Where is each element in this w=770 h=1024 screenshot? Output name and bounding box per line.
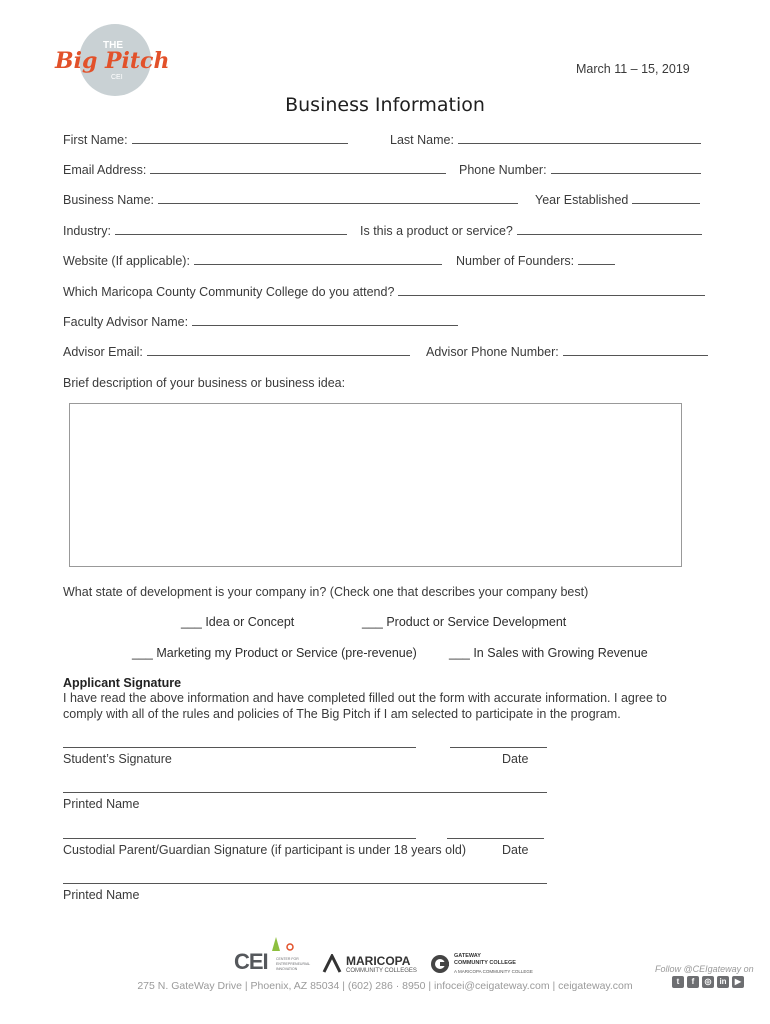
twitter-icon[interactable]: t <box>672 976 684 988</box>
founders-label: Number of Founders: <box>456 254 575 268</box>
student-date-label: Date <box>502 752 529 766</box>
row-name <box>63 133 348 147</box>
row-last-name <box>390 133 701 147</box>
business-name-field[interactable] <box>158 202 518 204</box>
advisor-phone-label: Advisor Phone Number: <box>426 345 559 359</box>
option-product-development[interactable]: ___ Product or Service Development <box>362 615 567 629</box>
college-label: Which Maricopa County Community College do you attend? <box>63 285 395 299</box>
advisor-phone-field[interactable] <box>563 354 708 356</box>
description-textarea[interactable] <box>69 403 682 567</box>
student-date-line[interactable] <box>450 747 547 748</box>
development-question: What state of development is your company in? (Check one that describes your company best) <box>63 585 589 599</box>
linkedin-icon[interactable]: in <box>717 976 729 988</box>
guardian-signature-line[interactable] <box>63 838 416 839</box>
email-field[interactable] <box>150 172 446 174</box>
website-label: Website (If applicable): <box>63 254 190 268</box>
industry-label: Industry: <box>63 224 111 238</box>
faculty-advisor-label: Faculty Advisor Name: <box>63 315 189 329</box>
row-business-name <box>63 193 518 207</box>
applicant-signature-heading: Applicant Signature <box>63 676 182 690</box>
row-founders <box>456 254 615 268</box>
event-date: March 11 – 15, 2019 <box>576 62 690 76</box>
row-email <box>63 163 446 177</box>
row-advisor-phone <box>426 345 708 359</box>
student-signature-line[interactable] <box>63 747 416 748</box>
row-college <box>63 285 705 299</box>
gateway-line-1: GATEWAY <box>454 953 481 959</box>
description-label: Brief description of your business or business idea: <box>63 376 346 390</box>
email-label: Email Address: <box>63 163 147 177</box>
option-marketing[interactable]: ___ Marketing my Product or Service (pre-revenue) <box>132 646 417 660</box>
cei-logo-sub: CENTER FOR ENTREPRENEURIAL INNOVATION <box>276 957 311 971</box>
guardian-date-label: Date <box>502 843 529 857</box>
row-product-service <box>360 224 702 238</box>
business-name-label: Business Name: <box>63 193 155 207</box>
faculty-advisor-field[interactable] <box>192 324 458 326</box>
student-signature-label: Student’s Signature <box>63 752 172 766</box>
first-name-label: First Name: <box>63 133 128 147</box>
footer-address: 275 N. GateWay Drive | Phoenix, AZ 85034 | (602) 286 · 8950 | infocei@ceigateway.com | ceigateway.com <box>137 980 633 992</box>
maricopa-mark-icon <box>322 954 342 974</box>
maricopa-logo <box>322 952 422 978</box>
maricopa-name: MARICOPA <box>346 954 411 968</box>
follow-text: Follow @CEIgateway on <box>655 964 754 974</box>
facebook-icon[interactable]: f <box>687 976 699 988</box>
industry-field[interactable] <box>115 233 347 235</box>
printed-name-label-2: Printed Name <box>63 888 140 902</box>
guardian-date-line[interactable] <box>447 838 544 839</box>
gateway-line-3: A MARICOPA COMMUNITY COLLEGE <box>454 969 533 974</box>
logo-name: Big Pitch <box>55 48 170 74</box>
gateway-mark-icon <box>430 954 450 974</box>
row-phone <box>459 163 701 177</box>
row-advisor-email <box>63 345 410 359</box>
youtube-icon[interactable]: ▶ <box>732 976 744 988</box>
last-name-label: Last Name: <box>390 133 454 147</box>
agreement-text-1: I have read the above information and have completed filled out the form with accurate information. I agree to <box>63 691 667 705</box>
row-industry <box>63 224 347 238</box>
cei-logo <box>234 937 314 977</box>
agreement-text-2: comply with all of the rules and policies of The Big Pitch if I am selected to participate in the program. <box>63 707 621 721</box>
gateway-logo <box>430 952 540 978</box>
option-idea-concept[interactable]: ___ Idea or Concept <box>181 615 295 629</box>
advisor-email-field[interactable] <box>147 354 410 356</box>
cei-logo-text: CEI <box>234 949 268 974</box>
instagram-icon[interactable]: ◎ <box>702 976 714 988</box>
founders-field[interactable] <box>578 263 615 265</box>
row-website <box>63 254 442 268</box>
phone-field[interactable] <box>551 172 701 174</box>
printed-name-label-1: Printed Name <box>63 797 140 811</box>
website-field[interactable] <box>194 263 442 265</box>
maricopa-sub: COMMUNITY COLLEGES <box>346 968 417 974</box>
logo-the: THE <box>103 40 123 51</box>
college-field[interactable] <box>398 294 705 296</box>
product-service-field[interactable] <box>517 233 702 235</box>
year-established-label: Year Established <box>535 193 629 207</box>
phone-label: Phone Number: <box>459 163 547 177</box>
year-established-field[interactable] <box>632 202 700 204</box>
row-faculty-advisor <box>63 315 458 329</box>
printed-name-line-2[interactable] <box>63 883 547 884</box>
page-title: Business Information <box>285 94 485 116</box>
guardian-signature-label: Custodial Parent/Guardian Signature (if participant is under 18 years old) <box>63 843 466 857</box>
printed-name-line-1[interactable] <box>63 792 547 793</box>
advisor-email-label: Advisor Email: <box>63 345 143 359</box>
product-service-label: Is this a product or service? <box>360 224 513 238</box>
gateway-line-2: COMMUNITY COLLEGE <box>454 960 516 966</box>
option-in-sales[interactable]: ___ In Sales with Growing Revenue <box>449 646 648 660</box>
big-pitch-logo <box>55 22 175 102</box>
last-name-field[interactable] <box>458 142 701 144</box>
logo-small: CEI <box>111 74 123 81</box>
first-name-field[interactable] <box>132 142 348 144</box>
row-year <box>535 193 700 207</box>
